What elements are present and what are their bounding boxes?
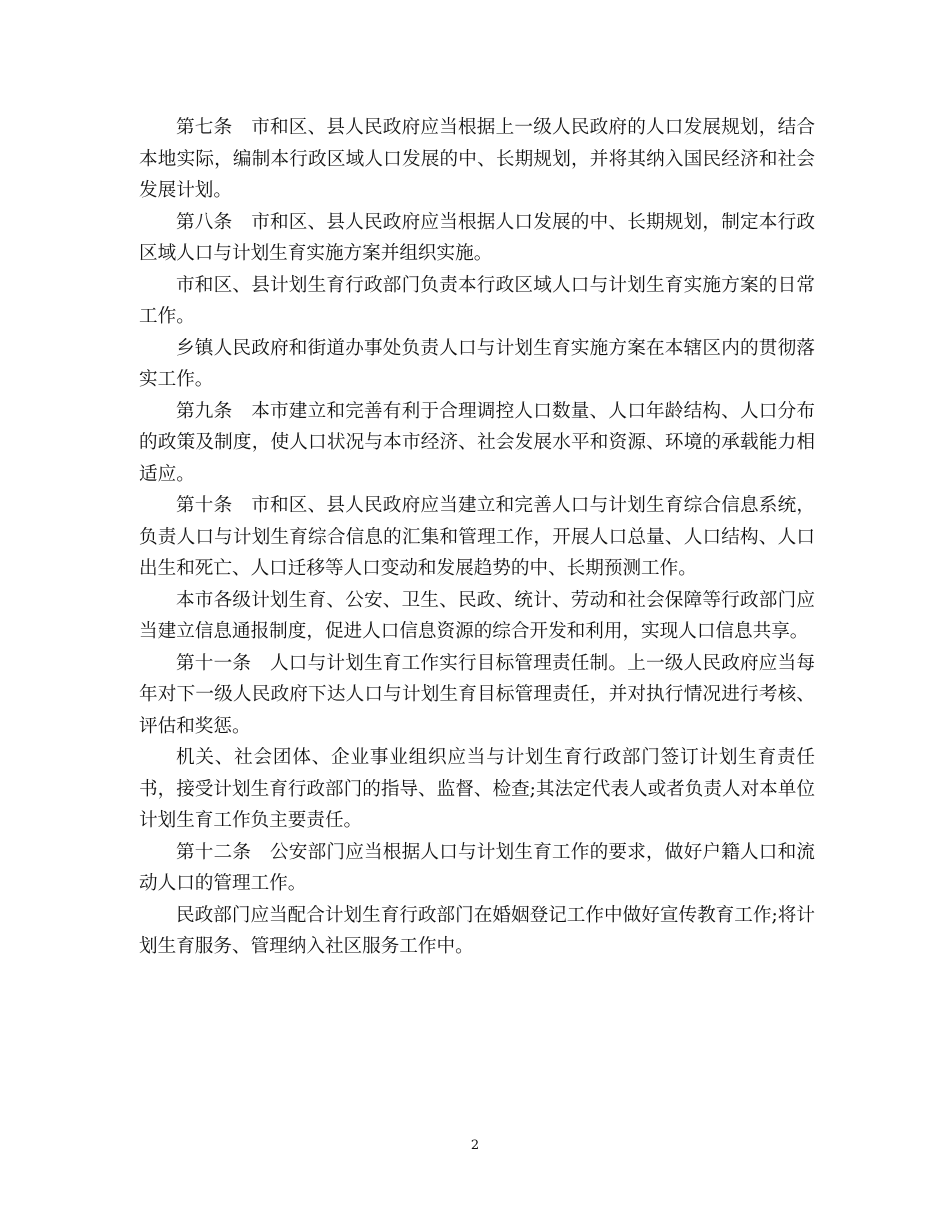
- paragraph-article-8-clause-2: 市和区、县计划生育行政部门负责本行政区域人口与计划生育实施方案的日常工作。: [139, 274, 815, 327]
- paragraph-article-10: 第十条 市和区、县人民政府应当建立和完善人口与计划生育综合信息系统，负责人口与计划生育综合信息的汇集和管理工作，开展人口总量、人口结构、人口出生和死亡、人口迁移等人口变动和发展趋势的中、长期预测工作。: [139, 495, 815, 579]
- paragraph-article-11: 第十一条 人口与计划生育工作实行目标管理责任制。上一级人民政府应当每年对下一级人民政府下达人口与计划生育目标管理责任，并对执行情况进行考核、评估和奖惩。: [139, 652, 815, 737]
- page-number: 2: [470, 1138, 480, 1153]
- paragraph-article-12: 第十二条 公安部门应当根据人口与计划生育工作的要求，做好户籍人口和流动人口的管理工作。: [139, 841, 815, 894]
- paragraph-article-12-clause-2: 民政部门应当配合计划生育行政部门在婚姻登记工作中做好宣传教育工作;将计划生育服务、管理纳入社区服务工作中。: [139, 904, 815, 957]
- paragraph-article-9: 第九条 本市建立和完善有利于合理调控人口数量、人口年龄结构、人口分布的政策及制度，使人口状况与本市经济、社会发展水平和资源、环境的承载能力相适应。: [139, 400, 815, 485]
- paragraph-article-10-clause-2: 本市各级计划生育、公安、卫生、民政、统计、劳动和社会保障等行政部门应当建立信息通报制度，促进人口信息资源的综合开发和利用，实现人口信息共享。: [139, 589, 815, 642]
- document-body: [139, 112, 815, 963]
- paragraph-article-7: 第七条 市和区、县人民政府应当根据上一级人民政府的人口发展规划，结合本地实际，编制本行政区域人口发展的中、长期规划，并将其纳入国民经济和社会发展计划。: [139, 117, 815, 201]
- paragraph-article-11-clause-2: 机关、社会团体、企业事业组织应当与计划生育行政部门签订计划生育责任书，接受计划生育行政部门的指导、监督、检查;其法定代表人或者负责人对本单位计划生育工作负主要责任。: [139, 747, 815, 831]
- paragraph-article-8-clause-3: 乡镇人民政府和街道办事处负责人口与计划生育实施方案在本辖区内的贯彻落实工作。: [139, 337, 815, 390]
- paragraph-article-8: 第八条 市和区、县人民政府应当根据人口发展的中、长期规划，制定本行政区域人口与计划生育实施方案并组织实施。: [139, 211, 815, 264]
